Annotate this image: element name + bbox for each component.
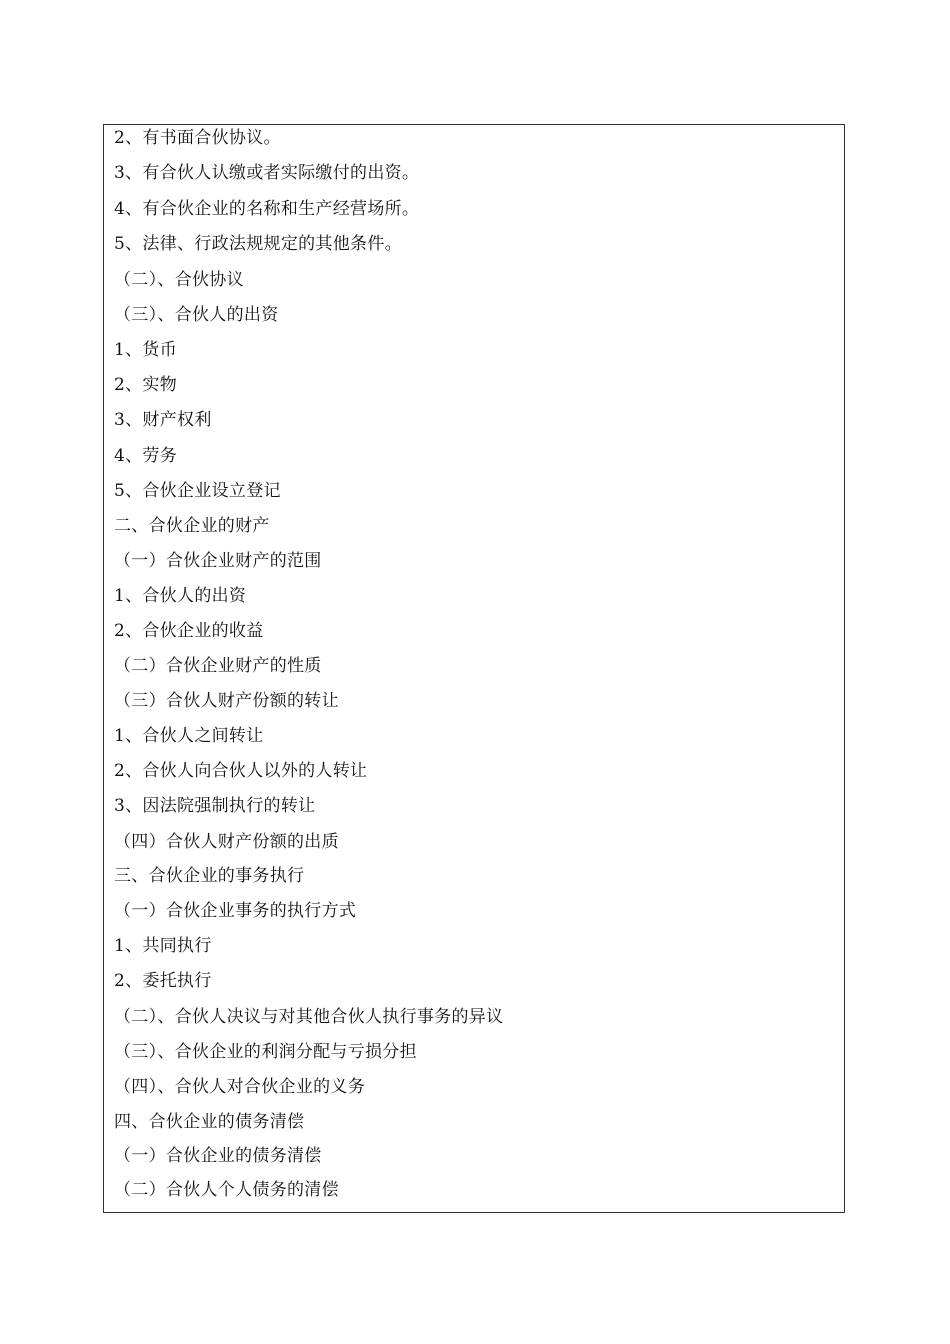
outline-line: 5、法律、行政法规规定的其他条件。 <box>114 234 402 254</box>
outline-line: 2、实物 <box>114 375 178 395</box>
outline-line: 四、合伙企业的债务清偿 <box>114 1112 305 1132</box>
outline-line: 2、合伙企业的收益 <box>114 621 264 641</box>
outline-line: （四）、合伙人对合伙企业的义务 <box>114 1077 365 1097</box>
outline-line: （三）、合伙企业的利润分配与亏损分担 <box>114 1042 417 1062</box>
outline-line: （三）合伙人财产份额的转让 <box>114 691 339 711</box>
outline-line: 三、合伙企业的事务执行 <box>114 866 305 886</box>
outline-line: （四）合伙人财产份额的出质 <box>114 832 339 852</box>
outline-line: （一）合伙企业财产的范围 <box>114 551 322 571</box>
outline-line: （三）、合伙人的出资 <box>114 305 279 325</box>
outline-line: 3、有合伙人认缴或者实际缴付的出资。 <box>114 163 420 183</box>
outline-line: 2、有书面合伙协议。 <box>114 128 281 148</box>
outline-line: （二）合伙企业财产的性质 <box>114 656 322 676</box>
outline-line: （二）、合伙协议 <box>114 270 244 290</box>
outline-line: 2、委托执行 <box>114 971 212 991</box>
outline-line: 4、劳务 <box>114 446 178 466</box>
outline-line: （一）合伙企业的债务清偿 <box>114 1146 322 1166</box>
outline-line: （二）、合伙人决议与对其他合伙人执行事务的异议 <box>114 1007 504 1027</box>
outline-line: 1、共同执行 <box>114 936 212 956</box>
outline-line: 3、财产权利 <box>114 410 212 430</box>
outline-line: 4、有合伙企业的名称和生产经营场所。 <box>114 199 420 219</box>
outline-line: 1、合伙人的出资 <box>114 586 247 606</box>
outline-table-cell <box>103 124 845 1213</box>
outline-line: 2、合伙人向合伙人以外的人转让 <box>114 761 368 781</box>
outline-line: 3、因法院强制执行的转让 <box>114 796 316 816</box>
outline-line: 1、合伙人之间转让 <box>114 726 264 746</box>
outline-line: （一）合伙企业事务的执行方式 <box>114 901 357 921</box>
outline-line: （二）合伙人个人债务的清偿 <box>114 1180 339 1200</box>
outline-line: 1、货币 <box>114 340 178 360</box>
outline-line: 5、合伙企业设立登记 <box>114 481 281 501</box>
outline-line: 二、合伙企业的财产 <box>114 516 270 536</box>
